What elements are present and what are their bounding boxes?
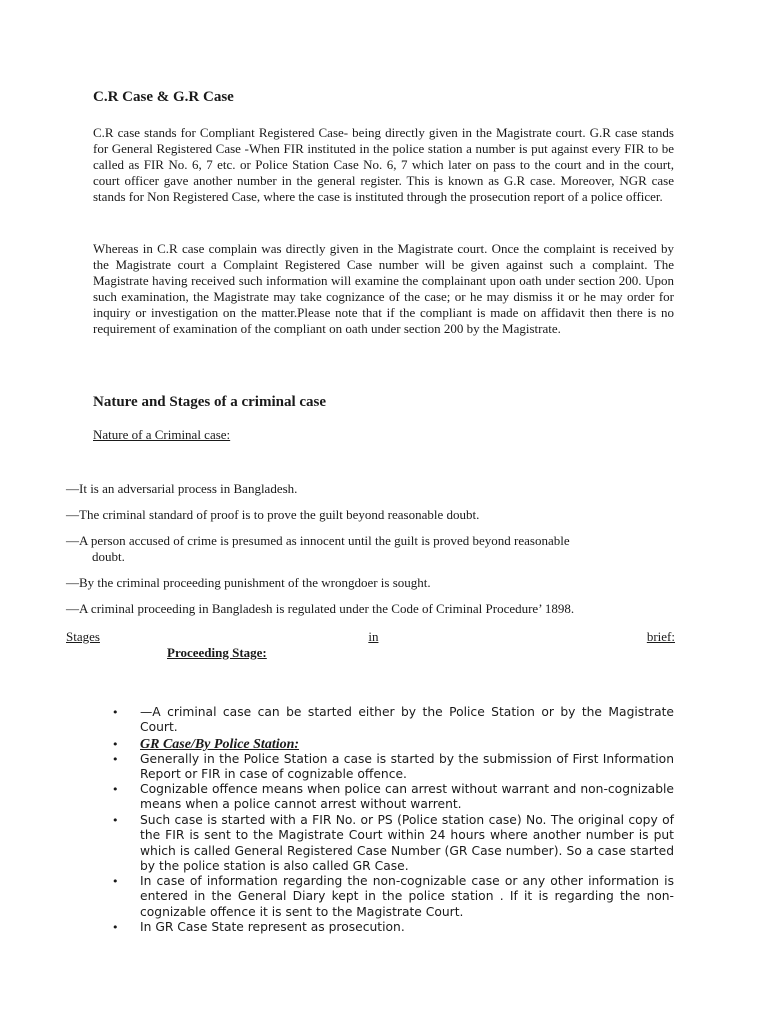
bullet-item (112, 813, 674, 874)
bullet-text: Cognizable offence means when police can arrest without warrant and non-cognizable means when a police cannot arrest without warrent. (140, 782, 674, 812)
stages-word: brief: (646, 629, 675, 644)
bullet-dot-icon: • (112, 875, 119, 888)
stages-word: Stages (66, 629, 100, 644)
bullet-item (112, 874, 674, 920)
bullet-text: Generally in the Police Station a case is started by the submission of First Information Report or FIR in case of cognizable offence. (140, 752, 674, 782)
bullet-text: In case of information regarding the non-cognizable case or any other information is entered in the General Diary kept in the police station . If it is regarding the non-cognizable offence it is sent to the Magistrate Court. (140, 874, 674, 919)
bullet-dot-icon: • (112, 738, 119, 751)
bullet-text: Such case is started with a FIR No. or PS (Police station case) No. The original copy of the FIR is sent to the Magistrate Court within 24 hours where another number is put which is called General Registered Case Number (GR Case number). So a case started by the police station is also called GR Case. (140, 813, 674, 873)
nature-item: —It is an adversarial process in Bangladesh. (66, 481, 298, 496)
bullet-dot-icon: • (112, 921, 119, 934)
bullet-item (112, 737, 674, 752)
bullet-dot-icon: • (112, 814, 119, 827)
section-title-cr-gr-case: C.R Case & G.R Case (93, 89, 234, 105)
bullet-item (112, 705, 674, 736)
nature-item-line: —A person accused of crime is presumed as innocent until the guilt is proved beyond reasonable (66, 533, 570, 548)
paragraph-cr-gr-definition: C.R case stands for Compliant Registered Case- being directly given in the Magistrate court. G.R case stands for General Registered Case -When FIR instituted in the police station a number is put against every FIR to be called as FIR No. 6, 7 etc. or Police Station Case No. 6, 7 which later on pass to the court and in the court, court officer gave another number in the general register. This is known as G.R case. Moreover, NGR case stands for Non Registered Case, where the case is instituted through the prosecution report of a police officer. (93, 125, 674, 204)
bullet-dot-icon: • (112, 706, 119, 719)
paragraph-cr-case-procedure: Whereas in C.R case complain was directly given in the Magistrate court. Once the complaint is received by the Magistrate court a Complaint Registered Case number will be given against such a complaint. The Magistrate having received such information will examine the complainant upon oath under section 200. Upon such examination, the Magistrate may take cognizance of the case; or he may dismiss it or he may order for inquiry or investigation on the matter.Please note that if the compliant is made on affidavit then there is no requirement of examination of the compliant on oath under section 200 by the Magistrate. (93, 241, 674, 336)
nature-item: —By the criminal proceeding punishment of the wrongdoer is sought. (66, 575, 431, 590)
bullet-dot-icon: • (112, 783, 119, 796)
bullet-item (112, 920, 674, 935)
gr-case-heading: GR Case/By Police Station: (140, 737, 300, 752)
bullet-dot-icon: • (112, 753, 119, 766)
nature-item: —A criminal proceeding in Bangladesh is regulated under the Code of Criminal Procedure’ 1898. (66, 601, 575, 616)
section-title-nature-stages: Nature and Stages of a criminal case (93, 394, 327, 410)
stages-word: in (368, 629, 379, 644)
bullet-text: —A criminal case can be started either by the Police Station or by the Magistrate Court. (140, 705, 674, 735)
subheading-nature-criminal-case: Nature of a Criminal case: (93, 427, 231, 442)
stages-in-brief-heading (66, 629, 675, 645)
nature-item-continuation: doubt. (92, 549, 125, 564)
nature-item (66, 533, 674, 565)
bullet-item (112, 752, 674, 783)
bullet-text: In GR Case State represent as prosecution. (140, 920, 405, 934)
proceeding-stage-heading: Proceeding Stage: (167, 645, 267, 660)
bullet-item (112, 782, 674, 813)
nature-item: —The criminal standard of proof is to prove the guilt beyond reasonable doubt. (66, 507, 480, 522)
